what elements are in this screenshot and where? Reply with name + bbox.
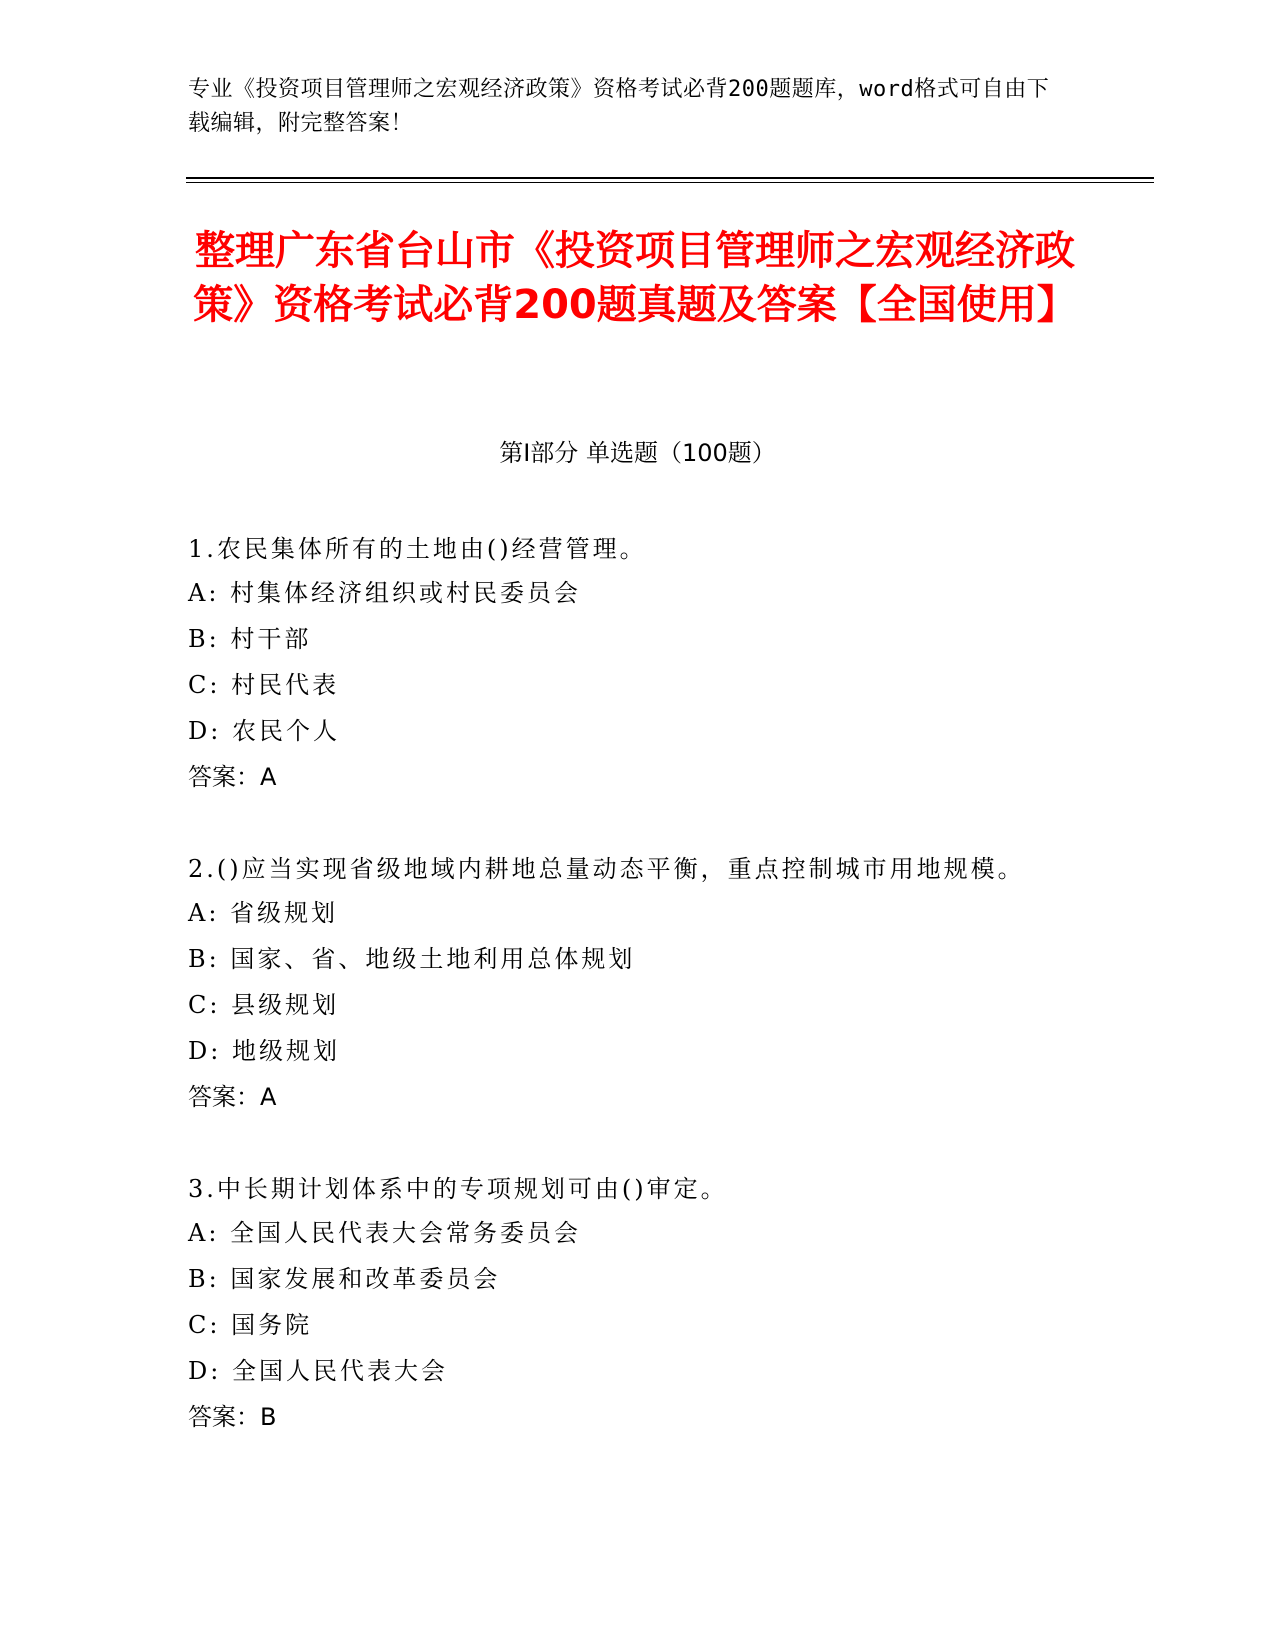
- option-d: D: 全国人民代表大会: [188, 1357, 448, 1385]
- header-note: 专业《投资项目管理师之宏观经济政策》资格考试必背200题题库，word格式可自由下载编辑，附完整答案！: [188, 77, 1050, 136]
- header-divider-thin: [186, 182, 1154, 183]
- option-d: D: 农民个人: [188, 717, 340, 745]
- question-item: [188, 1168, 1068, 1440]
- question-stem: 2.()应当实现省级地域内耕地总量动态平衡，重点控制城市用地规模。: [188, 855, 1025, 883]
- option-a: A: 全国人民代表大会常务委员会: [188, 1219, 582, 1247]
- option-b: B: 国家、省、地级土地利用总体规划: [188, 945, 636, 973]
- answer: 答案：B: [188, 1403, 277, 1431]
- question-stem: 3.中长期计划体系中的专项规划可由()审定。: [188, 1175, 728, 1203]
- option-a: A: 村集体经济组织或村民委员会: [188, 579, 582, 607]
- section-heading: 第Ⅰ部分 单选题（100题）: [499, 439, 776, 467]
- question-stem: 1.农民集体所有的土地由()经营管理。: [188, 535, 647, 563]
- question-item: [188, 848, 1068, 1120]
- document-title: 整理广东省台山市《投资项目管理师之宏观经济政策》资格考试必背200题真题及答案【全国使用】: [193, 228, 1077, 328]
- option-c: C: 村民代表: [188, 671, 340, 699]
- header-divider-thick: [186, 177, 1154, 179]
- option-d: D: 地级规划: [188, 1037, 340, 1065]
- option-c: C: 县级规划: [188, 991, 340, 1019]
- option-b: B: 村干部: [188, 625, 312, 653]
- option-b: B: 国家发展和改革委员会: [188, 1265, 501, 1293]
- question-list: [188, 528, 1068, 1488]
- option-c: C: 国务院: [188, 1311, 313, 1339]
- option-a: A: 省级规划: [188, 899, 339, 927]
- question-item: [188, 528, 1068, 800]
- answer: 答案：A: [188, 1083, 277, 1111]
- answer: 答案：A: [188, 763, 277, 791]
